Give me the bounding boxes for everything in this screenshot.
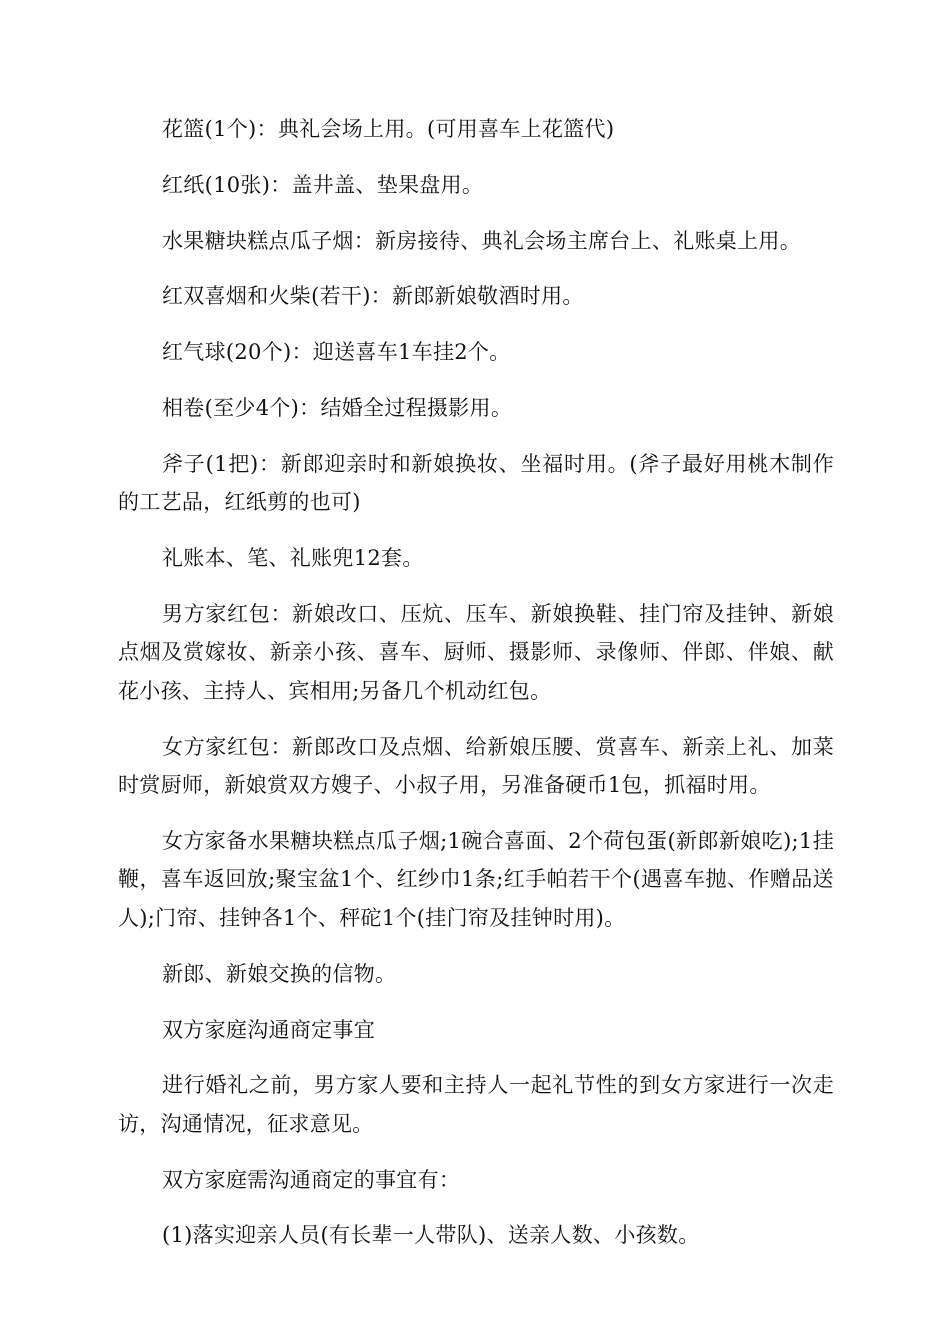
paragraph-axe: 斧子(1把)：新郎迎亲时和新娘换妆、坐福时用。(斧子最好用桃木制作的工艺品，红纸剪的也可): [118, 451, 834, 515]
paragraph-bride-red-envelopes: 女方家红包：新郎改口及点烟、给新娘压腰、赏喜车、新亲上礼、加菜时赏厨师，新娘赏双方嫂子、小叔子用，另准备硬币1包，抓福时用。: [118, 734, 834, 798]
document-body: [118, 110, 834, 1272]
paragraph-pre-wedding-visit: 进行婚礼之前，男方家人要和主持人一起礼节性的到女方家进行一次走访，沟通情况，征求意见。: [118, 1073, 834, 1136]
paragraph-matters-intro: 双方家庭需沟通商定的事宜有：: [162, 1167, 461, 1192]
paragraph-red-paper: 红纸(10张)：盖井盖、垫果盘用。: [162, 172, 484, 197]
paragraph-bride-family-items: 女方家备水果糖块糕点瓜子烟;1碗合喜面、2个荷包蛋(新郎新娘吃);1挂鞭，喜车返回放;聚宝盆1个、红纱巾1条;红手帕若干个(遇喜车抛、作赠品送人);门帘、挂钟各1个、秤砣1个(挂门帘及挂钟时用)。: [118, 828, 834, 930]
section-heading-family-consultation: 双方家庭沟通商定事宜: [162, 1017, 375, 1042]
paragraph-gift-ledger: 礼账本、笔、礼账兜12套。: [162, 546, 424, 571]
paragraph-cigarettes-matches: 红双喜烟和火柴(若干)：新郎新娘敬酒时用。: [162, 284, 584, 309]
paragraph-candy-snacks: 水果糖块糕点瓜子烟：新房接待、典礼会场主席台上、礼账桌上用。: [162, 228, 801, 253]
paragraph-flower-basket: 花篮(1个)：典礼会场上用。(可用喜车上花篮代): [162, 117, 615, 141]
paragraph-item-1: (1)落实迎亲人员(有长辈一人带队)、送亲人数、小孩数。: [162, 1223, 700, 1248]
paragraph-film-rolls: 相卷(至少4个)：结婚全过程摄影用。: [162, 395, 513, 420]
paragraph-groom-red-envelopes: 男方家红包：新娘改口、压炕、压车、新娘换鞋、挂门帘及挂钟、新娘点烟及赏嫁妆、新亲小孩、喜车、厨师、摄影师、录像师、伴郎、伴娘、献花小孩、主持人、宾相用;另备几个机动红包。: [118, 601, 834, 703]
paragraph-tokens: 新郎、新娘交换的信物。: [162, 961, 397, 986]
paragraph-balloons: 红气球(20个)：迎送喜车1车挂2个。: [162, 340, 511, 365]
